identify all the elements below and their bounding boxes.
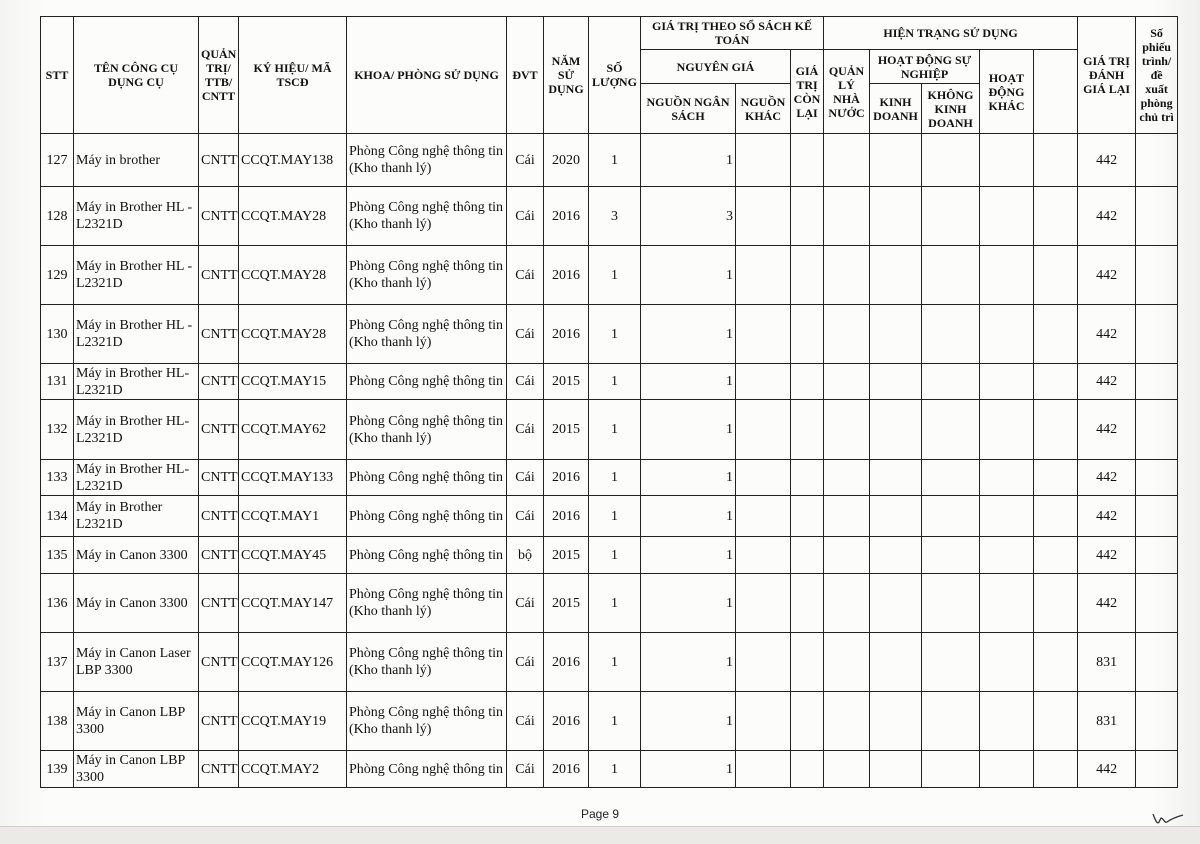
cell-so-phieu: 442 [1078, 187, 1136, 246]
cell-dvt: Cái [507, 460, 544, 496]
table-row [41, 537, 1178, 574]
cell-ghi-chu [1136, 134, 1178, 187]
cell-hd-khac [980, 364, 1034, 400]
cell-kinh-doanh [870, 496, 922, 537]
cell-gia-tri-danh-gia-lai [1034, 364, 1078, 400]
cell-hd-khac [980, 460, 1034, 496]
cell-quan-tri: CNTT [199, 305, 239, 364]
cell-dvt: Cái [507, 246, 544, 305]
header-ten: TÊN CÔNG CỤ DỤNG CỤ [74, 17, 199, 134]
cell-ma-tscd: CCQT.MAY147 [239, 574, 347, 633]
cell-gia-tri-danh-gia-lai [1034, 496, 1078, 537]
cell-gia-tri-con-lai [791, 187, 824, 246]
cell-nguon-khac [736, 751, 791, 788]
cell-ten: Máy in brother [74, 134, 199, 187]
cell-hd-khac [980, 574, 1034, 633]
cell-quan-tri: CNTT [199, 460, 239, 496]
cell-gia-tri-danh-gia-lai [1034, 305, 1078, 364]
cell-dvt: Cái [507, 305, 544, 364]
cell-khoa: Phòng Công nghệ thông tin [347, 364, 507, 400]
cell-hd-khac [980, 187, 1034, 246]
cell-ghi-chu [1136, 460, 1178, 496]
cell-stt: 129 [41, 246, 74, 305]
cell-nguon-ngan-sach: 1 [641, 305, 736, 364]
cell-ten: Máy in Canon Laser LBP 3300 [74, 633, 199, 692]
cell-nam: 2015 [544, 537, 589, 574]
cell-gia-tri-danh-gia-lai [1034, 633, 1078, 692]
table-row [41, 496, 1178, 537]
cell-dvt: Cái [507, 692, 544, 751]
cell-ghi-chu [1136, 537, 1178, 574]
cell-quan-ly-nha-nuoc [824, 400, 870, 460]
cell-khoa: Phòng Công nghệ thông tin [347, 496, 507, 537]
cell-dvt: Cái [507, 496, 544, 537]
cell-hd-khac [980, 537, 1034, 574]
cell-stt: 138 [41, 692, 74, 751]
table-row [41, 364, 1178, 400]
cell-quan-ly-nha-nuoc [824, 574, 870, 633]
cell-khoa: Phòng Công nghệ thông tin (Kho thanh lý) [347, 400, 507, 460]
cell-nguon-ngan-sach: 1 [641, 246, 736, 305]
table-body [41, 134, 1178, 788]
cell-nguon-ngan-sach: 1 [641, 633, 736, 692]
cell-stt: 139 [41, 751, 74, 788]
cell-so-luong: 1 [589, 751, 641, 788]
cell-quan-ly-nha-nuoc [824, 751, 870, 788]
cell-khoa: Phòng Công nghệ thông tin (Kho thanh lý) [347, 633, 507, 692]
cell-gia-tri-danh-gia-lai [1034, 134, 1078, 187]
cell-khoa: Phòng Công nghệ thông tin (Kho thanh lý) [347, 574, 507, 633]
cell-gia-tri-con-lai [791, 751, 824, 788]
cell-nguon-ngan-sach: 1 [641, 751, 736, 788]
cell-gia-tri-danh-gia-lai [1034, 400, 1078, 460]
header-quan-ly-nha-nuoc: QUẢN LÝ NHÀ NƯỚC [824, 50, 870, 134]
cell-dvt: Cái [507, 134, 544, 187]
cell-gia-tri-con-lai [791, 537, 824, 574]
cell-so-phieu: 442 [1078, 364, 1136, 400]
cell-gia-tri-con-lai [791, 460, 824, 496]
header-khong-kinh-doanh: KHÔNG KINH DOANH [922, 84, 980, 134]
cell-nguon-khac [736, 134, 791, 187]
cell-nguon-ngan-sach: 1 [641, 692, 736, 751]
cell-nguon-khac [736, 574, 791, 633]
page-number: Page 9 [580, 807, 620, 821]
cell-nguon-ngan-sach: 1 [641, 537, 736, 574]
cell-khoa: Phòng Công nghệ thông tin (Kho thanh lý) [347, 246, 507, 305]
cell-so-luong: 1 [589, 692, 641, 751]
cell-so-phieu: 442 [1078, 305, 1136, 364]
cell-nam: 2015 [544, 364, 589, 400]
cell-kinh-doanh [870, 305, 922, 364]
cell-ghi-chu [1136, 633, 1178, 692]
cell-so-luong: 1 [589, 633, 641, 692]
cell-stt: 128 [41, 187, 74, 246]
cell-nguon-khac [736, 246, 791, 305]
cell-quan-tri: CNTT [199, 496, 239, 537]
cell-nguon-khac [736, 460, 791, 496]
cell-dvt: Cái [507, 574, 544, 633]
cell-so-phieu: 442 [1078, 751, 1136, 788]
cell-stt: 132 [41, 400, 74, 460]
cell-khoa: Phòng Công nghệ thông tin (Kho thanh lý) [347, 187, 507, 246]
cell-stt: 130 [41, 305, 74, 364]
cell-hd-khac [980, 400, 1034, 460]
cell-so-luong: 1 [589, 496, 641, 537]
cell-so-phieu: 442 [1078, 496, 1136, 537]
table-row [41, 574, 1178, 633]
cell-so-phieu: 442 [1078, 537, 1136, 574]
cell-ghi-chu [1136, 246, 1178, 305]
cell-ma-tscd: CCQT.MAY19 [239, 692, 347, 751]
cell-ma-tscd: CCQT.MAY133 [239, 460, 347, 496]
cell-nam: 2016 [544, 246, 589, 305]
cell-hd-khac [980, 246, 1034, 305]
cell-quan-tri: CNTT [199, 692, 239, 751]
cell-ten: Máy in Brother L2321D [74, 496, 199, 537]
cell-so-luong: 1 [589, 305, 641, 364]
cell-quan-ly-nha-nuoc [824, 633, 870, 692]
header-gia-tri-danh-gia-lai: GIÁ TRỊ ĐÁNH GIÁ LẠI [1078, 17, 1136, 134]
cell-khoa: Phòng Công nghệ thông tin (Kho thanh lý) [347, 305, 507, 364]
cell-ma-tscd: CCQT.MAY126 [239, 633, 347, 692]
cell-nam: 2016 [544, 633, 589, 692]
cell-kinh-doanh [870, 187, 922, 246]
cell-quan-tri: CNTT [199, 134, 239, 187]
cell-dvt: Cái [507, 400, 544, 460]
cell-nguon-khac [736, 692, 791, 751]
header-so-luong: SỐ LƯỢNG [589, 17, 641, 134]
cell-khong-kinh-doanh [922, 246, 980, 305]
cell-quan-tri: CNTT [199, 633, 239, 692]
cell-so-luong: 1 [589, 364, 641, 400]
cell-kinh-doanh [870, 574, 922, 633]
cell-so-phieu: 442 [1078, 460, 1136, 496]
cell-ten: Máy in Brother HL-L2321D [74, 400, 199, 460]
cell-nguon-ngan-sach: 1 [641, 364, 736, 400]
cell-khoa: Phòng Công nghệ thông tin (Kho thanh lý) [347, 692, 507, 751]
cell-quan-ly-nha-nuoc [824, 246, 870, 305]
cell-kinh-doanh [870, 460, 922, 496]
cell-ghi-chu [1136, 364, 1178, 400]
cell-stt: 137 [41, 633, 74, 692]
cell-nguon-khac [736, 537, 791, 574]
cell-khoa: Phòng Công nghệ thông tin [347, 460, 507, 496]
header-hien-trang: HIỆN TRẠNG SỬ DỤNG [824, 17, 1078, 50]
cell-khong-kinh-doanh [922, 496, 980, 537]
cell-hd-khac [980, 633, 1034, 692]
table-row [41, 134, 1178, 187]
header-nam: NĂM SỬ DỤNG [544, 17, 589, 134]
header-ky-hieu: KÝ HIỆU/ MÃ TSCĐ [239, 17, 347, 134]
cell-dvt: bộ [507, 537, 544, 574]
cell-quan-ly-nha-nuoc [824, 460, 870, 496]
cell-ten: Máy in Brother HL-L2321D [74, 460, 199, 496]
cell-ma-tscd: CCQT.MAY138 [239, 134, 347, 187]
signature-mark-icon [1150, 808, 1186, 830]
cell-dvt: Cái [507, 364, 544, 400]
cell-nguon-khac [736, 400, 791, 460]
header-khoa: KHOA/ PHÒNG SỬ DỤNG [347, 17, 507, 134]
table-row [41, 246, 1178, 305]
cell-kinh-doanh [870, 751, 922, 788]
cell-ten: Máy in Canon LBP 3300 [74, 751, 199, 788]
cell-khong-kinh-doanh [922, 305, 980, 364]
cell-nguon-khac [736, 364, 791, 400]
cell-kinh-doanh [870, 400, 922, 460]
cell-gia-tri-danh-gia-lai [1034, 574, 1078, 633]
table-row [41, 460, 1178, 496]
cell-so-luong: 1 [589, 574, 641, 633]
cell-ten: Máy in Canon LBP 3300 [74, 692, 199, 751]
cell-ghi-chu [1136, 187, 1178, 246]
cell-stt: 127 [41, 134, 74, 187]
cell-gia-tri-danh-gia-lai [1034, 187, 1078, 246]
cell-quan-tri: CNTT [199, 187, 239, 246]
header-nguyen-gia: NGUYÊN GIÁ [641, 50, 791, 84]
table-row [41, 692, 1178, 751]
cell-khong-kinh-doanh [922, 460, 980, 496]
header-hd-khac: HOẠT ĐỘNG KHÁC [980, 50, 1034, 134]
header-nguon-ngan-sach: NGUỒN NGÂN SÁCH [641, 84, 736, 134]
cell-gia-tri-con-lai [791, 134, 824, 187]
cell-ten: Máy in Brother HL - L2321D [74, 187, 199, 246]
cell-ma-tscd: CCQT.MAY28 [239, 187, 347, 246]
cell-kinh-doanh [870, 692, 922, 751]
cell-gia-tri-con-lai [791, 364, 824, 400]
cell-quan-tri: CNTT [199, 400, 239, 460]
cell-quan-ly-nha-nuoc [824, 187, 870, 246]
cell-ma-tscd: CCQT.MAY28 [239, 305, 347, 364]
header-gia-tri-con-lai: GIÁ TRỊ CÒN LẠI [791, 50, 824, 134]
cell-quan-tri: CNTT [199, 751, 239, 788]
cell-quan-tri: CNTT [199, 537, 239, 574]
cell-gia-tri-danh-gia-lai [1034, 460, 1078, 496]
cell-ten: Máy in Brother HL - L2321D [74, 246, 199, 305]
cell-khong-kinh-doanh [922, 633, 980, 692]
cell-gia-tri-con-lai [791, 400, 824, 460]
cell-stt: 135 [41, 537, 74, 574]
asset-table [40, 16, 1178, 788]
cell-kinh-doanh [870, 246, 922, 305]
cell-ghi-chu [1136, 496, 1178, 537]
cell-nam: 2016 [544, 692, 589, 751]
cell-nguon-khac [736, 633, 791, 692]
cell-khong-kinh-doanh [922, 574, 980, 633]
cell-hd-khac [980, 134, 1034, 187]
cell-khong-kinh-doanh [922, 692, 980, 751]
cell-nam: 2015 [544, 574, 589, 633]
cell-ten: Máy in Brother HL - L2321D [74, 305, 199, 364]
cell-ghi-chu [1136, 692, 1178, 751]
header-quan-tri: QUẢN TRỊ/ TTB/ CNTT [199, 17, 239, 134]
cell-so-luong: 1 [589, 537, 641, 574]
cell-khong-kinh-doanh [922, 400, 980, 460]
cell-nam: 2015 [544, 400, 589, 460]
cell-nguon-khac [736, 187, 791, 246]
cell-stt: 133 [41, 460, 74, 496]
cell-quan-tri: CNTT [199, 246, 239, 305]
cell-quan-tri: CNTT [199, 574, 239, 633]
cell-stt: 131 [41, 364, 74, 400]
cell-ma-tscd: CCQT.MAY62 [239, 400, 347, 460]
header-hdsn: HOẠT ĐỘNG SỰ NGHIỆP [870, 50, 980, 84]
cell-so-luong: 1 [589, 134, 641, 187]
cell-hd-khac [980, 305, 1034, 364]
cell-nguon-khac [736, 496, 791, 537]
cell-ghi-chu [1136, 305, 1178, 364]
cell-ma-tscd: CCQT.MAY1 [239, 496, 347, 537]
cell-nguon-khac [736, 305, 791, 364]
cell-nam: 2016 [544, 460, 589, 496]
cell-gia-tri-con-lai [791, 633, 824, 692]
cell-nam: 2020 [544, 134, 589, 187]
cell-nam: 2016 [544, 305, 589, 364]
cell-so-phieu: 831 [1078, 633, 1136, 692]
cell-ghi-chu [1136, 400, 1178, 460]
cell-khong-kinh-doanh [922, 537, 980, 574]
cell-ten: Máy in Canon 3300 [74, 537, 199, 574]
cell-nam: 2016 [544, 187, 589, 246]
cell-gia-tri-con-lai [791, 574, 824, 633]
cell-stt: 134 [41, 496, 74, 537]
cell-nguon-ngan-sach: 1 [641, 400, 736, 460]
scan-edge [0, 826, 1200, 844]
cell-so-phieu: 442 [1078, 400, 1136, 460]
cell-khong-kinh-doanh [922, 364, 980, 400]
cell-nam: 2016 [544, 496, 589, 537]
table-row [41, 187, 1178, 246]
table-row [41, 751, 1178, 788]
header-so-phieu: Số phiếu trình/ đề xuất phòng chủ trì [1136, 17, 1178, 134]
cell-so-phieu: 442 [1078, 134, 1136, 187]
cell-nguon-ngan-sach: 3 [641, 187, 736, 246]
cell-so-phieu: 442 [1078, 574, 1136, 633]
cell-quan-ly-nha-nuoc [824, 537, 870, 574]
cell-khong-kinh-doanh [922, 187, 980, 246]
cell-kinh-doanh [870, 364, 922, 400]
cell-quan-ly-nha-nuoc [824, 692, 870, 751]
cell-so-luong: 1 [589, 460, 641, 496]
header-kinh-doanh: KINH DOANH [870, 84, 922, 134]
cell-stt: 136 [41, 574, 74, 633]
cell-so-phieu: 442 [1078, 246, 1136, 305]
cell-khoa: Phòng Công nghệ thông tin (Kho thanh lý) [347, 134, 507, 187]
cell-kinh-doanh [870, 633, 922, 692]
cell-ma-tscd: CCQT.MAY45 [239, 537, 347, 574]
header-gia-tri-so-sach: GIÁ TRỊ THEO SỔ SÁCH KẾ TOÁN [641, 17, 824, 50]
cell-gia-tri-danh-gia-lai [1034, 692, 1078, 751]
cell-dvt: Cái [507, 633, 544, 692]
cell-ten: Máy in Canon 3300 [74, 574, 199, 633]
cell-nguon-ngan-sach: 1 [641, 134, 736, 187]
cell-nguon-ngan-sach: 1 [641, 496, 736, 537]
cell-ghi-chu [1136, 574, 1178, 633]
cell-khong-kinh-doanh [922, 134, 980, 187]
header-nguon-khac: NGUỒN KHÁC [736, 84, 791, 134]
table-row [41, 400, 1178, 460]
cell-nam: 2016 [544, 751, 589, 788]
cell-ma-tscd: CCQT.MAY2 [239, 751, 347, 788]
cell-ma-tscd: CCQT.MAY28 [239, 246, 347, 305]
cell-khoa: Phòng Công nghệ thông tin [347, 537, 507, 574]
cell-kinh-doanh [870, 134, 922, 187]
cell-so-luong: 1 [589, 246, 641, 305]
cell-gia-tri-danh-gia-lai [1034, 751, 1078, 788]
cell-ghi-chu [1136, 751, 1178, 788]
cell-khong-kinh-doanh [922, 751, 980, 788]
cell-quan-ly-nha-nuoc [824, 305, 870, 364]
cell-so-luong: 3 [589, 187, 641, 246]
cell-gia-tri-con-lai [791, 246, 824, 305]
cell-hd-khac [980, 692, 1034, 751]
cell-dvt: Cái [507, 187, 544, 246]
cell-dvt: Cái [507, 751, 544, 788]
cell-quan-ly-nha-nuoc [824, 496, 870, 537]
cell-so-luong: 1 [589, 400, 641, 460]
cell-hd-khac [980, 496, 1034, 537]
cell-nguon-ngan-sach: 1 [641, 460, 736, 496]
cell-quan-ly-nha-nuoc [824, 134, 870, 187]
table-row [41, 633, 1178, 692]
cell-gia-tri-danh-gia-lai [1034, 246, 1078, 305]
cell-ma-tscd: CCQT.MAY15 [239, 364, 347, 400]
table-row [41, 305, 1178, 364]
cell-khoa: Phòng Công nghệ thông tin [347, 751, 507, 788]
cell-gia-tri-con-lai [791, 496, 824, 537]
cell-gia-tri-danh-gia-lai [1034, 537, 1078, 574]
header-stt: STT [41, 17, 74, 134]
cell-hd-khac [980, 751, 1034, 788]
cell-ten: Máy in Brother HL-L2321D [74, 364, 199, 400]
cell-quan-tri: CNTT [199, 364, 239, 400]
cell-kinh-doanh [870, 537, 922, 574]
cell-gia-tri-con-lai [791, 305, 824, 364]
cell-gia-tri-con-lai [791, 692, 824, 751]
header-dvt: ĐVT [507, 17, 544, 134]
cell-nguon-ngan-sach: 1 [641, 574, 736, 633]
cell-quan-ly-nha-nuoc [824, 364, 870, 400]
cell-so-phieu: 831 [1078, 692, 1136, 751]
